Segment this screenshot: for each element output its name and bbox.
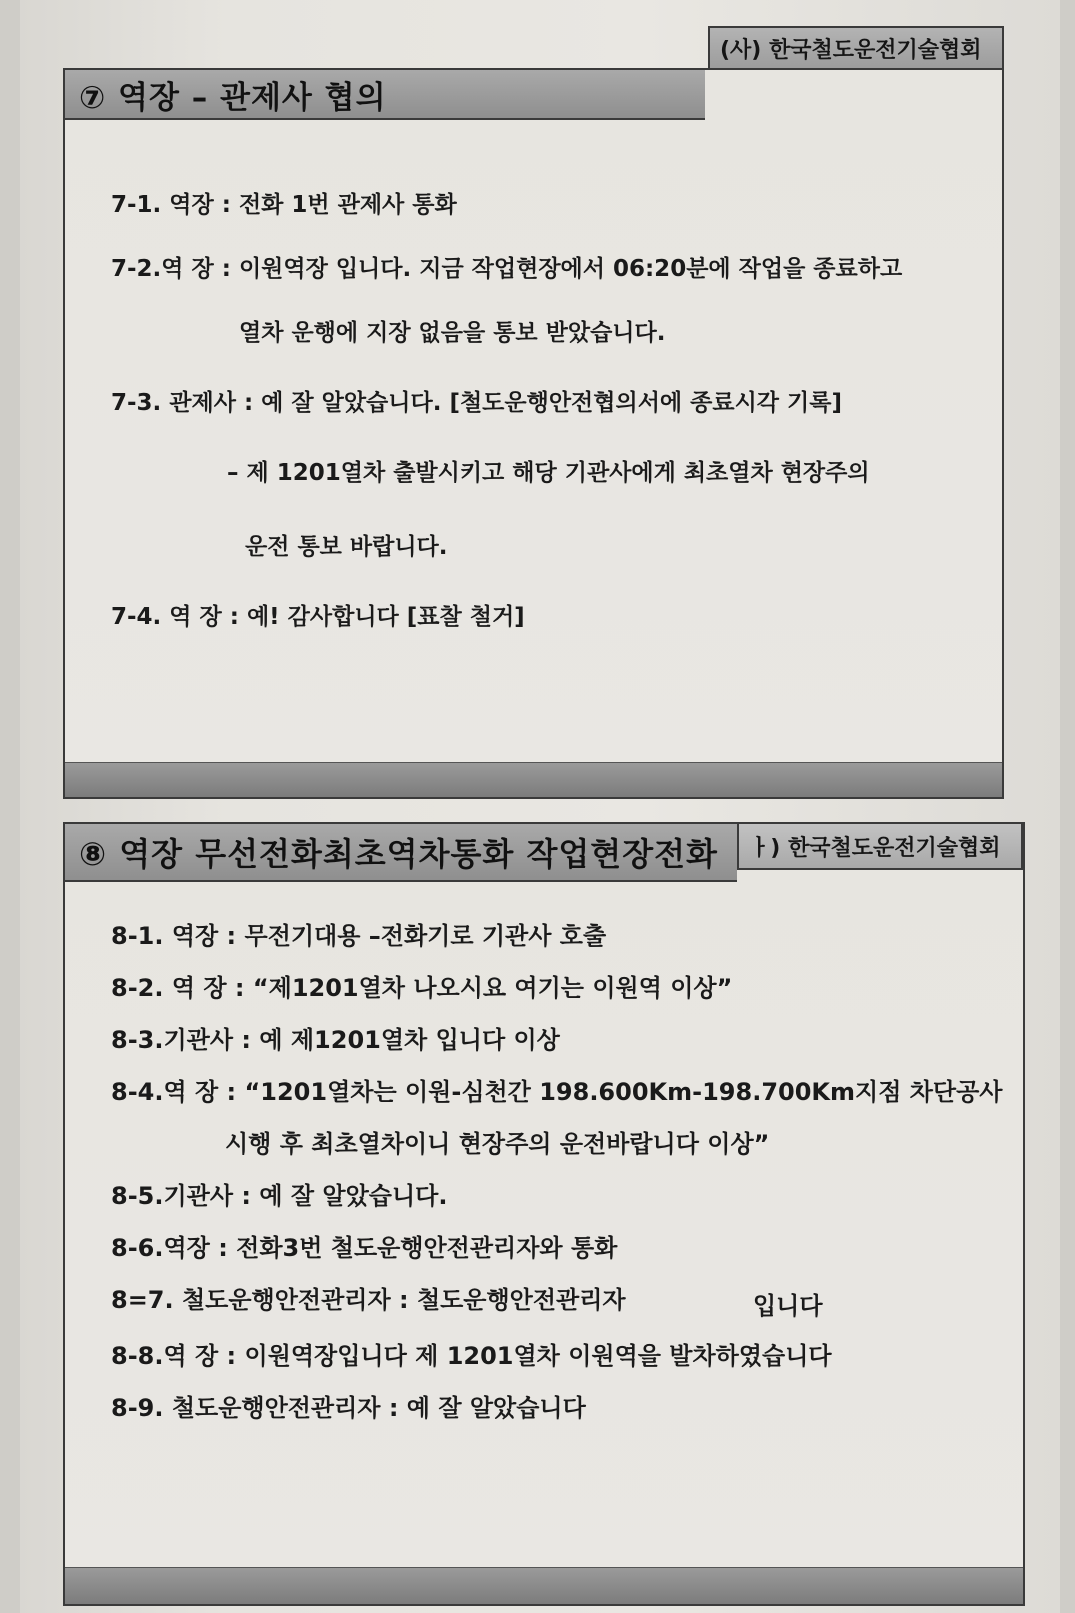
dialogue-line: 8-4.역 장 : “1201열차는 이원-심천간 198.600Km-198.700Km지점 차단공사 [111, 1078, 1003, 1106]
slide-title-bar [65, 70, 705, 120]
dialogue-line: 시행 후 최초열차이니 현장주의 운전바랍니다 이상” [225, 1130, 770, 1158]
dialogue-line: 8=7. 철도운행안전관리자 : 철도운행안전관리자 [111, 1286, 626, 1314]
dialogue-line: 8-2. 역 장 : “제1201열차 나오시요 여기는 이원역 이상” [111, 974, 733, 1002]
slide-station-controller-consultation [63, 37, 1004, 799]
organization-label: (사) 한국철도운전기술협회 [708, 26, 1004, 70]
dialogue-line: 8-8.역 장 : 이원역장입니다 제 1201열차 이원역을 발차하였습니다 [111, 1342, 832, 1370]
slide-title: ⑦ 역장 – 관제사 협의 [79, 79, 387, 116]
dialogue-line: 8-6.역장 : 전화3번 철도운행안전관리자와 통화 [111, 1234, 618, 1262]
dialogue-line: 입니다 [753, 1292, 823, 1320]
organization-label: ㅏ) 한국철도운전기술협회 [737, 822, 1023, 870]
dialogue-line: 8-9. 철도운행안전관리자 : 예 잘 알았습니다 [111, 1394, 586, 1422]
dialogue-line: 8-5.기관사 : 예 잘 알았습니다. [111, 1182, 448, 1210]
slide-footer-bar [65, 1567, 1023, 1604]
slide-title: ⑧ 역장 무선전화최초역차통화 작업현장전화 [79, 835, 718, 873]
dialogue-line: 8-3.기관사 : 예 제1201열차 입니다 이상 [111, 1026, 560, 1054]
dialogue-line: 7-1. 역장 : 전화 1번 관제사 통화 [111, 192, 457, 218]
dialogue-line: 7-2.역 장 : 이원역장 입니다. 지금 작업현장에서 06:20분에 작업을 종료하고 [111, 256, 903, 282]
dialogue-line: – 제 1201열차 출발시키고 해당 기관사에게 최초열차 현장주의 [227, 460, 870, 486]
book-page [20, 0, 1060, 1613]
slide-footer-bar [65, 762, 1002, 797]
dialogue-line: 8-1. 역장 : 무전기대용 –전화기로 기관사 호출 [111, 922, 607, 950]
slide-title-bar [65, 824, 737, 882]
slide-radio-first-train-call [63, 822, 1025, 1606]
dialogue-line: 운전 통보 바랍니다. [245, 534, 448, 560]
dialogue-line: 열차 운행에 지장 없음을 통보 받았습니다. [239, 320, 666, 346]
dialogue-line: 7-4. 역 장 : 예! 감사합니다 [표찰 철거] [111, 604, 525, 630]
dialogue-line: 7-3. 관제사 : 예 잘 알았습니다. [철도운행안전협의서에 종료시각 기록] [111, 390, 842, 416]
